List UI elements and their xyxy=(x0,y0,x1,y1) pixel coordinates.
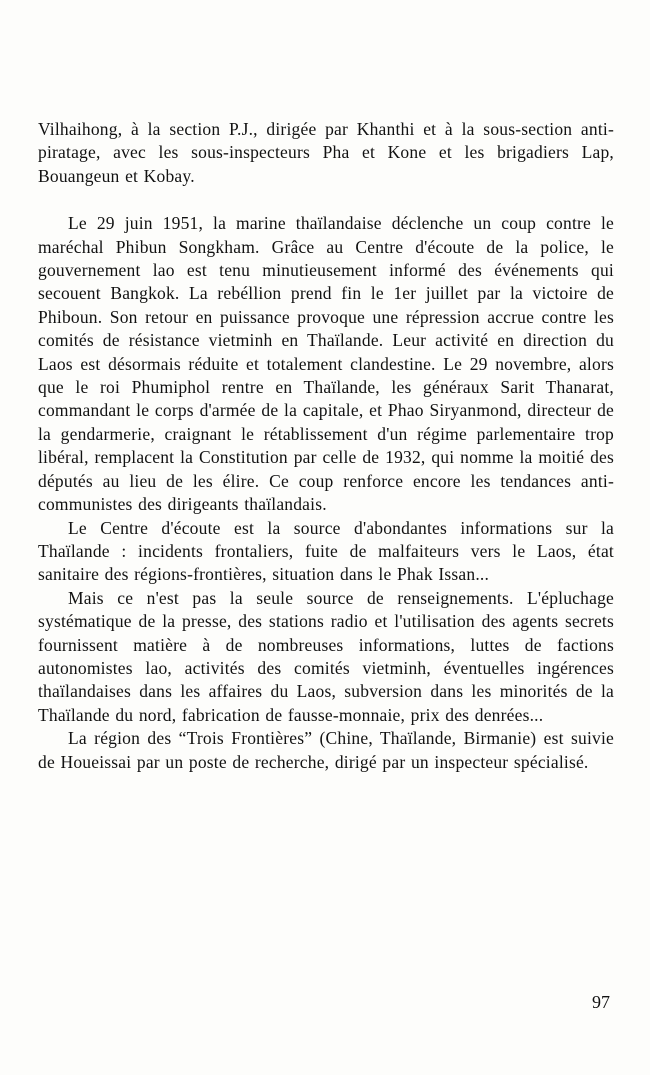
paragraph: La région des “Trois Frontières” (Chine, Thaïlande, Birmanie) est suivie de Houeissai par un poste de recherche, dirigé par un inspecteur spécialisé. xyxy=(38,728,614,772)
paragraph-continuation: Vilhaihong, à la section P.J., dirigée par Khanthi et à la sous-section anti-piratage, avec les sous-inspecteurs Pha et Kone et les brigadiers Lap, Bouangeun et Kobay. xyxy=(38,119,614,186)
paragraph: Mais ce n'est pas la seule source de renseignements. L'épluchage systématique de la presse, des stations radio et l'utilisation des agents secrets fournissent matière à de nombreuses informations, luttes de factions autonomistes lao, activités des comités vietminh, éventuelles ingérences thaïlandaises dans les affaires du Laos, subversion dans les minorités de la Thaïlande du nord, fabrication de fausse-monnaie, prix des denrées... xyxy=(38,587,614,725)
page-number: 97 xyxy=(592,992,610,1012)
paragraph: Le Centre d'écoute est la source d'abondantes informations sur la Thaïlande : incidents frontaliers, fuite de malfaiteurs vers le Laos, état sanitaire des régions-frontières, situation dans le Phak Issan... xyxy=(38,517,614,585)
text-block xyxy=(38,118,614,774)
paragraph: Le 29 juin 1951, la marine thaïlandaise déclenche un coup contre le maréchal Phibun Songkham. Grâce au Centre d'écoute de la police, le gouvernement lao est tenu minutieusement informé des événements qui secouent Bangkok. La rebéllion prend fin le 1er juillet par la victoire de Phiboun. Son retour en puissance provoque une répression accrue contre les comités de résistance vietminh en Thaïlande. Leur activité en direction du Laos est désormais réduite et totalement clandestine. Le 29 novembre, alors que le roi Phumiphol rentre en Thaïlande, les généraux Sarit Thanarat, commandant le corps d'armée de la capitale, et Phao Siryanmond, directeur de la gendarmerie, craignant le rétablissement d'un régime parlementaire trop libéral, remplacent la Constitution par celle de 1932, qui nomme la moitié des députés au lieu de les élire. Ce coup renforce encore les tendances anti-communistes des dirigeants thaïlandais. xyxy=(38,213,614,515)
